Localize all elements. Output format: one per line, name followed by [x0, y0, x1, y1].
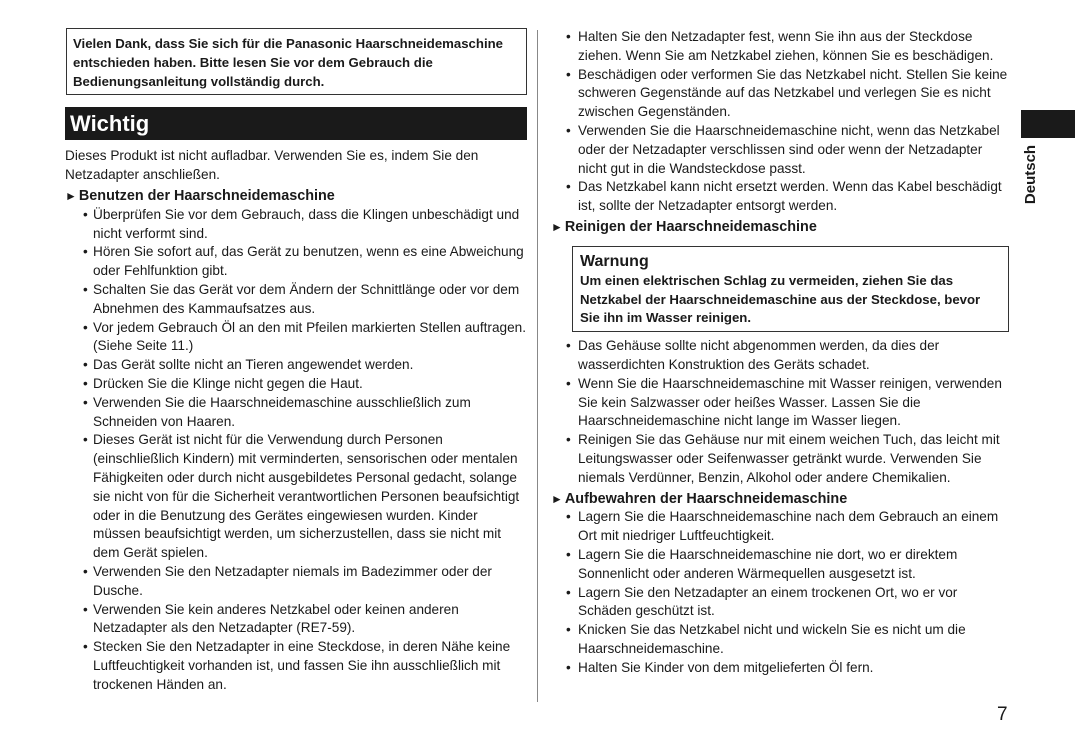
list-item: • Lagern Sie die Haarschneidemaschine nach dem Gebrauch an einem Ort mit niedriger Luftfeuchtigkeit.: [551, 508, 1009, 546]
language-label: Deutsch: [1022, 144, 1040, 204]
cleaning-list: [551, 337, 1009, 487]
list-item: • Das Gerät sollte nicht an Tieren angewendet werden.: [65, 356, 527, 375]
language-tab: [1016, 139, 1046, 209]
list-item: • Verwenden Sie die Haarschneidemaschine ausschließlich zum Schneiden von Haaren.: [65, 394, 527, 432]
usage-list-continued: [551, 28, 1009, 216]
usage-heading-text: Benutzen der Haarschneidemaschine: [78, 187, 335, 204]
list-item: • Hören Sie sofort auf, das Gerät zu benutzen, wenn es eine Abweichung oder Fehlfunktion gibt.: [65, 243, 527, 281]
list-item: • Drücken Sie die Klinge nicht gegen die Haut.: [65, 375, 527, 394]
usage-heading: [65, 187, 527, 206]
list-item: • Verwenden Sie kein anderes Netzkabel oder keinen anderen Netzadapter als den Netzadapter (RE7-59).: [65, 601, 527, 639]
warning-text: Um einen elektrischen Schlag zu vermeiden, ziehen Sie das Netzkabel der Haarschneidemaschine aus der Steckdose, bevor Sie ihn im Wasser reinigen.: [580, 272, 981, 326]
arrow-marker-icon: ►: [65, 188, 77, 203]
list-item: • Schalten Sie das Gerät vor dem Ändern der Schnittlänge oder vor dem Abnehmen des Kammaufsatzes aus.: [65, 281, 527, 319]
warning-box: [572, 246, 1009, 332]
list-item: • Das Netzkabel kann nicht ersetzt werden. Wenn das Kabel beschädigt ist, sollte der Netzadapter entsorgt werden.: [551, 178, 1009, 216]
storage-heading: [551, 490, 1009, 509]
arrow-marker-icon: ►: [551, 219, 563, 234]
list-item: • Dieses Gerät ist nicht für die Verwendung durch Personen (einschließlich Kindern) mit verminderten, sensorischen oder mentalen Fähigkeiten oder durch nicht ausgebildetes Personal gedacht, solange sie nicht von für die Sicherheit verantwortlichen Personen beaufsichtigt oder in die Benutzung des Gerätes eingewiesen wurden. Kinder müssen beaufsichtigt werden, um sicherzustellen, dass sie nicht mit dem Gerät spielen.: [65, 431, 527, 563]
list-item: • Halten Sie Kinder von dem mitgelieferten Öl fern.: [551, 659, 1009, 678]
list-item: • Das Gehäuse sollte nicht abgenommen werden, da dies der wasserdichten Konstruktion des Geräts schadet.: [551, 337, 1009, 375]
intro-box: Vielen Dank, dass Sie sich für die Panasonic Haarschneidemaschine entschieden haben. Bitte lesen Sie vor dem Gebrauch die Bedienungsanleitung vollständig durch.: [66, 28, 527, 95]
list-item: • Knicken Sie das Netzkabel nicht und wickeln Sie es nicht um die Haarschneidemaschine.: [551, 621, 1009, 659]
list-item: • Beschädigen oder verformen Sie das Netzkabel nicht. Stellen Sie keine schweren Gegenstände auf das Netzkabel und verlegen Sie es nicht zwischen Gegenständen.: [551, 66, 1009, 122]
list-item: • Verwenden Sie den Netzadapter niemals im Badezimmer oder der Dusche.: [65, 563, 527, 601]
list-item: • Halten Sie den Netzadapter fest, wenn Sie ihn aus der Steckdose ziehen. Wenn Sie am Netzkabel ziehen, können Sie es beschädigen.: [551, 28, 1009, 66]
right-column: [551, 28, 1009, 678]
cleaning-heading-text: Reinigen der Haarschneidemaschine: [564, 218, 817, 235]
list-item: • Reinigen Sie das Gehäuse nur mit einem weichen Tuch, das leicht mit Leitungswasser oder Seifenwasser getränkt wurde. Verwenden Sie niemals Verdünner, Benzin, Alkohol oder andere Chemikalien.: [551, 431, 1009, 487]
cleaning-heading: [551, 218, 1009, 237]
storage-list: [551, 508, 1009, 677]
list-item: • Lagern Sie die Haarschneidemaschine nie dort, wo er direktem Sonnenlicht oder anderen Wärmequellen ausgesetzt ist.: [551, 546, 1009, 584]
list-item: • Wenn Sie die Haarschneidemaschine mit Wasser reinigen, verwenden Sie kein Salzwasser oder heißes Wasser. Lassen Sie die Haarschneidemaschine nicht lange im Wasser liegen.: [551, 375, 1009, 431]
list-item: • Verwenden Sie die Haarschneidemaschine nicht, wenn das Netzkabel oder der Netzadapter verschlissen sind oder wenn der Netzadapter nicht gut in die Wandsteckdose passt.: [551, 122, 1009, 178]
column-divider: [537, 30, 538, 702]
storage-heading-text: Aufbewahren der Haarschneidemaschine: [564, 490, 848, 507]
usage-list: [65, 206, 527, 695]
list-item: • Stecken Sie den Netzadapter in eine Steckdose, in deren Nähe keine Luftfeuchtigkeit vorhanden ist, und fassen Sie ihn ausschließlich mit trockenen Händen an.: [65, 638, 527, 694]
language-tab-marker: [1021, 110, 1075, 138]
section-title: Wichtig: [65, 107, 527, 140]
list-item: • Vor jedem Gebrauch Öl an den mit Pfeilen markierten Stellen auftragen. (Siehe Seite 11.): [65, 319, 527, 357]
product-description: Dieses Produkt ist nicht aufladbar. Verwenden Sie es, indem Sie den Netzadapter anschließen.: [65, 148, 479, 183]
warning-title: Warnung: [580, 252, 649, 270]
list-item: • Lagern Sie den Netzadapter an einem trockenen Ort, wo er vor Schäden geschützt ist.: [551, 584, 1009, 622]
page-number: 7: [997, 704, 1008, 725]
arrow-marker-icon: ►: [551, 491, 563, 506]
left-column: [65, 28, 527, 695]
list-item: • Überprüfen Sie vor dem Gebrauch, dass die Klingen unbeschädigt und nicht verformt sind.: [65, 206, 527, 244]
